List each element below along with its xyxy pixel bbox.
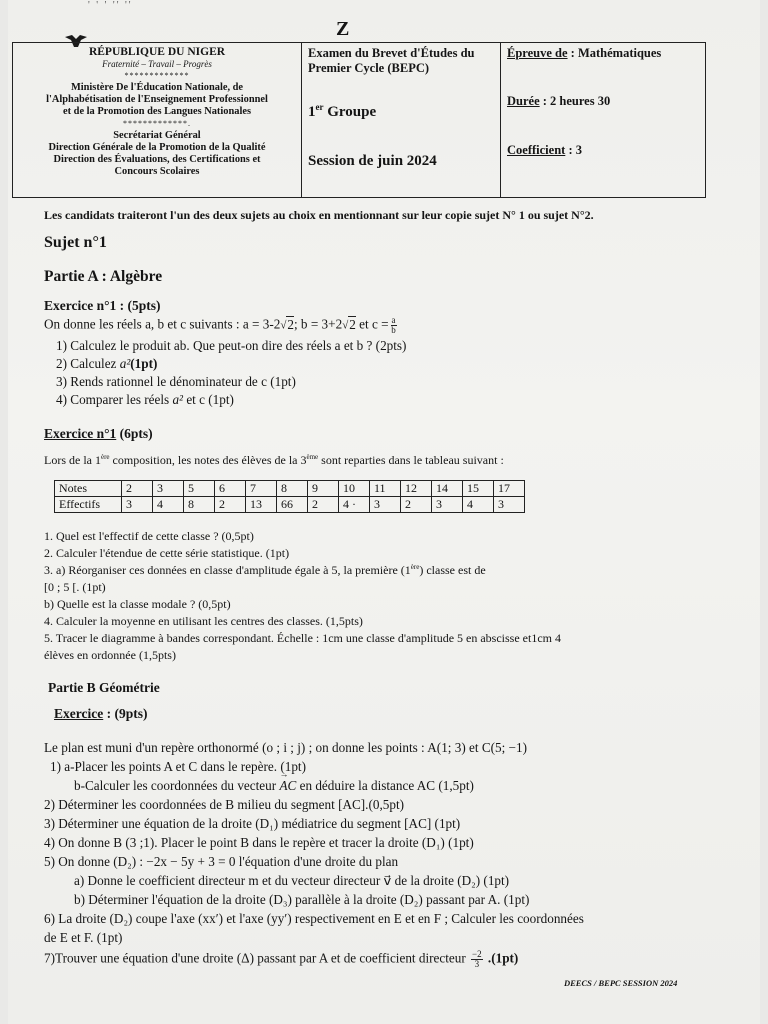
row-header: Effectifs — [55, 497, 122, 513]
row-header: Notes — [55, 481, 122, 497]
grade-cell: 12 — [401, 481, 432, 497]
count-cell: 4 — [153, 497, 184, 513]
directorate-line: Secrétariat Général — [113, 130, 201, 141]
grade-cell: 17 — [494, 481, 525, 497]
republic-name: RÉPUBLIQUE DU NIGER — [88, 46, 226, 58]
question-text: 3. a) Réorganiser ces données en classe d'amplitude égale à 5, la première (1 — [44, 563, 411, 577]
grade-cell: 10 — [339, 481, 370, 497]
exercise-2-intro — [44, 453, 504, 468]
grade-cell: 2 — [122, 481, 153, 497]
question: 2) Déterminer les coordonnées de B milieu du segment [AC].(0,5pt) — [44, 797, 404, 812]
question-text: 2) Calculez — [56, 356, 120, 371]
question: 3) Déterminer une équation de la droite (D₁) médiatrice du segment [AC] (1pt) — [44, 816, 461, 831]
question: 4) On donne B (3 ;1). Placer le point B dans le repère et tracer la droite (D₁) (1pt) — [44, 835, 474, 850]
part-b-heading: Partie B Géométrie — [48, 680, 160, 695]
count-cell: 3 — [370, 497, 401, 513]
question-text: et c (1pt) — [183, 392, 234, 407]
grade-cell: 8 — [277, 481, 308, 497]
exam-name-line: Examen du Brevet d'Études du — [308, 46, 475, 60]
count-cell: 3 — [494, 497, 525, 513]
question: 1. Quel est l'effectif de cette classe ? (0,5pt) — [44, 529, 254, 543]
exam-page — [8, 0, 760, 1024]
question: b) Déterminer l'équation de la droite (D₃) parallèle à la droite (D₂) passant par A. (1pt) — [74, 892, 530, 907]
count-cell: 2 — [215, 497, 246, 513]
superscript: ère — [100, 453, 110, 461]
question-text: 4) Comparer les réels — [56, 392, 173, 407]
page-footer: DEECS / BEPC SESSION 2024 — [564, 978, 678, 988]
exam-name — [308, 46, 494, 76]
fraction-a-over-b — [391, 316, 397, 335]
count-cell: 13 — [246, 497, 277, 513]
count-cell: 3 — [432, 497, 463, 513]
exercise-points: (6pts) — [116, 426, 153, 441]
exercise-points: : (9pts) — [103, 706, 148, 721]
question-text: 7)Trouver une équation d'une droite (Δ) passant par A et de coefficient directeur — [44, 950, 470, 966]
superscript: ère — [410, 563, 420, 571]
national-motto: Fraternité – Travail – Progrès — [102, 59, 212, 69]
sqrt-radicand: 2 — [349, 316, 356, 332]
question-text: en déduire la distance AC (1,5pt) — [296, 778, 474, 793]
subject-label: Épreuve de — [507, 46, 568, 60]
directorate-line: Concours Scolaires — [114, 166, 200, 177]
counts-row — [55, 497, 525, 513]
grade-cell: 9 — [308, 481, 339, 497]
exam-header-table — [12, 42, 706, 198]
subject-line — [507, 46, 699, 61]
question — [74, 778, 474, 794]
question-text: ) classe est de — [419, 563, 486, 577]
duration-value: : 2 heures 30 — [539, 94, 611, 108]
group-text: Groupe — [323, 104, 377, 120]
count-cell: 3 — [122, 497, 153, 513]
count-cell: 4 — [463, 497, 494, 513]
grade-cell: 15 — [463, 481, 494, 497]
part-a-heading: Partie A : Algèbre — [44, 268, 163, 285]
ministry-line: et de la Promotion des Langues Nationales — [63, 106, 251, 117]
question: b) Quelle est la classe modale ? (0,5pt) — [44, 597, 231, 611]
question: 6) La droite (D₂) coupe l'axe (xx′) et l'axe (yy′) respectivement en E et en F ; Calculer les coordonnées — [44, 911, 584, 926]
coefficient-value: : 3 — [565, 143, 582, 157]
points-value: .(1pt) — [484, 950, 519, 966]
count-cell: 2 — [308, 497, 339, 513]
separator-stars: ************* — [124, 71, 190, 80]
exercise-2-title — [44, 426, 153, 442]
intro-text: et c = — [355, 316, 389, 332]
question: a) Donne le coefficient directeur m et du vecteur directeur v⃗ de la droite (D₂) (1pt) — [74, 873, 510, 888]
grade-cell: 11 — [370, 481, 401, 497]
question-text: b-Calculer les coordonnées du vecteur — [74, 778, 280, 793]
duration-label: Durée — [507, 94, 540, 108]
grades-table — [54, 480, 525, 513]
count-cell: 2 — [401, 497, 432, 513]
points-value: (1pt) — [130, 356, 158, 371]
vector-ac: → AC — [279, 778, 296, 794]
superscript: ème — [306, 453, 319, 461]
scan-marks: ' ' ' '' '' — [88, 0, 133, 11]
coefficient-line — [507, 143, 699, 158]
question: 4. Calculer la moyenne en utilisant les centres des classes. (1,5pts) — [44, 614, 363, 628]
intro-text: sont reparties dans le tableau suivant : — [318, 453, 504, 467]
grade-cell: 7 — [246, 481, 277, 497]
math-expression: a² — [119, 356, 131, 371]
count-cell: 4 · — [339, 497, 370, 513]
issuing-authority-cell — [13, 43, 302, 198]
group-superscript: er — [315, 102, 324, 112]
grade-cell: 3 — [153, 481, 184, 497]
separator-stars: *************. — [123, 119, 191, 128]
intro-text: ; b = 3+2 — [293, 316, 343, 332]
intro-text: On donne les réels a, b et c suivants : a = 3-2 — [44, 316, 281, 332]
exercise-1-intro: On donne les réels a, b et c suivants : a = 3-2√2; b = 3+2√2 et c = $\frac{a}{b}$ — [44, 315, 396, 335]
exam-details-cell — [501, 43, 706, 198]
exercise-1-title: Exercice n°1 : (5pts) — [44, 298, 161, 313]
question: [0 ; 5 [. (1pt) — [44, 580, 106, 594]
question — [56, 356, 157, 372]
math-expression: a² — [172, 392, 184, 407]
subject-heading: Sujet n°1 — [44, 234, 107, 251]
directorate-line: Direction Générale de la Promotion de la Qualité — [48, 142, 266, 153]
question: 5. Tracer le diagramme à bandes correspondant. Échelle : 1cm une classe d'amplitude 5 en abscisse et1cm 4 — [44, 631, 561, 645]
subject-value: : Mathématiques — [567, 46, 662, 60]
directorate-line: Direction des Évaluations, des Certifications et — [53, 154, 261, 165]
intro-text: composition, les notes des élèves de la 3 — [109, 453, 307, 467]
question: 5) On donne (D₂) : −2x − 5y + 3 = 0 l'équation d'une droite du plan — [44, 854, 399, 869]
intro-text: Lors de la 1 — [44, 453, 101, 467]
fraction-numerator: −2 — [472, 949, 482, 959]
fraction-slope — [471, 950, 483, 969]
grade-cell: 5 — [184, 481, 215, 497]
instructions: Les candidats traiteront l'un des deux sujets au choix en mentionnant sur leur copie sujet N° 1 ou sujet N°2. — [44, 208, 594, 222]
handwritten-mark: Z — [336, 18, 350, 40]
count-cell: 8 — [184, 497, 215, 513]
question — [44, 563, 486, 578]
count-cell: 66 — [277, 497, 308, 513]
exam-info-cell — [302, 43, 501, 198]
exam-session: Session de juin 2024 — [308, 153, 437, 169]
exercise-3-title — [54, 706, 147, 722]
question: 2. Calculer l'étendue de cette série statistique. (1pt) — [44, 546, 290, 560]
exercise-title-underlined: Exercice n°1 — [44, 426, 117, 441]
sqrt-radicand: 2 — [287, 316, 294, 332]
grades-row — [55, 481, 525, 497]
exercise-title-underlined: Exercice — [54, 706, 104, 721]
exam-group — [308, 102, 494, 121]
exam-name-line: Premier Cycle (BEPC) — [308, 61, 430, 75]
ministry-line: Ministère De l'Éducation Nationale, de — [70, 82, 244, 93]
fraction-denominator: b — [391, 325, 396, 335]
grade-cell: 14 — [432, 481, 463, 497]
question — [44, 950, 518, 969]
question — [56, 392, 234, 408]
grade-cell: 6 — [215, 481, 246, 497]
group-number: 1 — [308, 104, 316, 120]
question: de E et F. (1pt) — [44, 930, 123, 945]
question: 1) Calculez le produit ab. Que peut-on dire des réels a et b ? (2pts) — [56, 338, 407, 353]
question: élèves en ordonnée (1,5pts) — [44, 648, 176, 662]
fraction-denominator: 3 — [474, 959, 480, 969]
fraction-numerator: a — [391, 315, 396, 325]
exercise-3-intro: Le plan est muni d'un repère orthonormé (o ; i ; j) ; on donne les points : A(1; 3) et C(5; −1) — [44, 740, 528, 755]
question: 1) a-Placer les points A et C dans le repère. (1pt) — [50, 759, 306, 774]
question: 3) Rends rationnel le dénominateur de c (1pt) — [56, 374, 296, 389]
coefficient-label: Coefficient — [507, 143, 566, 157]
duration-line — [507, 94, 699, 109]
ministry-line: l'Alphabétisation de l'Enseignement Professionnel — [46, 94, 268, 105]
